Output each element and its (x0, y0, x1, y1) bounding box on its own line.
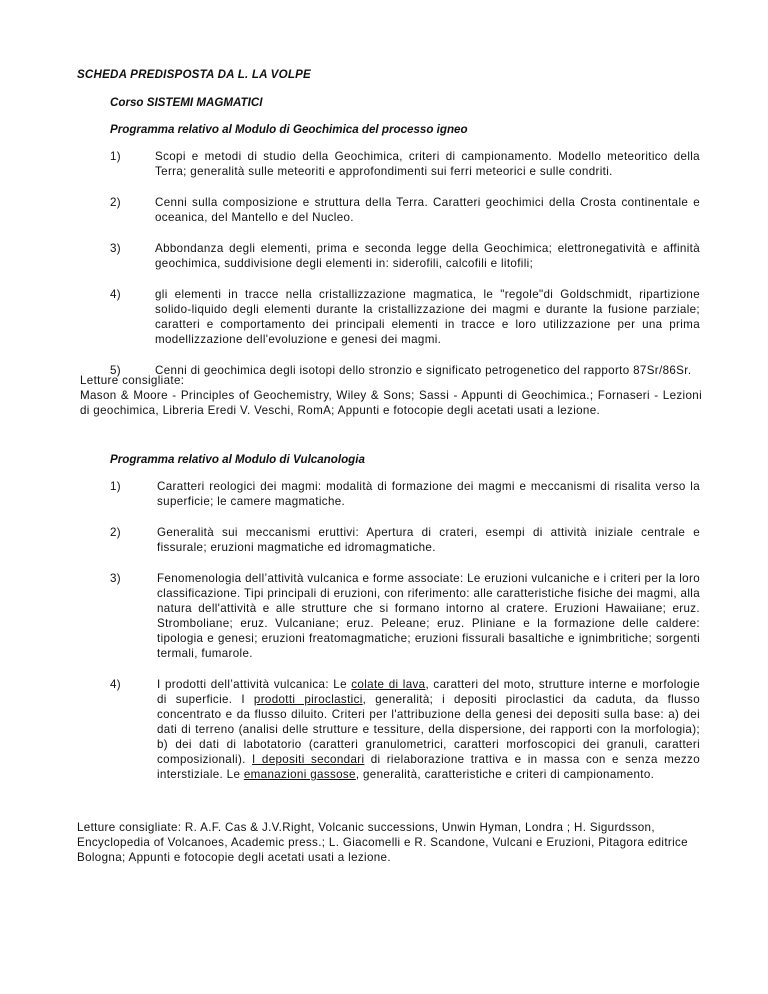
module1-topic-list (110, 149, 700, 394)
underlined-term: emanazioni gassose (243, 768, 356, 781)
document-header: SCHEDA PREDISPOSTA DA L. LA VOLPE (77, 68, 311, 81)
module1-readings (80, 373, 702, 418)
item-number: 4) (110, 678, 122, 691)
list-item (110, 195, 700, 225)
list-item (110, 149, 700, 179)
module2-readings: Letture consigliate: R. A.F. Cas & J.V.Right, Volcanic successions, Unwin Hyman, Londra ; H. Sigurdsson, Encyclopedia of Volcanoes, Academic press.; L. Giacomelli e R. Scandone, Vulcani e Eruzioni, Pitagora editrice Bologna; Appunti e fotocopie degli acetati usati a lezione. (77, 821, 688, 864)
underlined-term: I depositi secondari (252, 753, 365, 766)
readings-text: Mason & Moore - Principles of Geochemistry, Wiley & Sons; Sassi - Appunti di Geochimica.; Fornaseri - Lezioni di geochimica, Libreria Eredi V. Veschi, RomA; Appunti e fotocopie degli acetati usati a lezione. (80, 389, 702, 417)
module2-topic-list (110, 479, 700, 798)
list-item (110, 241, 700, 271)
list-item (110, 525, 700, 555)
item-number: 5) (110, 364, 122, 377)
text-segment: , generalità, caratteristiche e criteri di campionamento. (355, 768, 655, 781)
item-number: 1) (110, 150, 122, 163)
item-number: 3) (110, 242, 122, 255)
item-number: 1) (110, 480, 122, 493)
item-text: gli elementi in tracce nella cristallizzazione magmatica, le "regole"di Goldschmidt, ripartizione solido-liquido degli elementi durante la cristallizzazione dei magmi e durante la fusione parziale; caratteri e comportamento dei principali elementi in tracce e loro utilizzazione per una prima modellizzazione dell'evoluzione e genesi dei magmi. (155, 288, 700, 346)
item-number: 3) (110, 572, 122, 585)
list-item (110, 479, 700, 509)
readings-label: Letture consigliate: (80, 374, 185, 387)
item-number: 2) (110, 196, 122, 209)
module1-title: Programma relativo al Modulo di Geochimica del processo igneo (110, 123, 468, 136)
item-text (157, 678, 700, 781)
text-segment: , caratteri del moto, strutture interne e morfologie di superficie. I (157, 678, 701, 706)
text-segment: , generalità; i depositi piroclastici da caduta, da flusso concentrato e da flusso diluito. Criteri per l'attribuzione della genesi dei depositi sulla base: a) dei dati di terreno (analisi delle strutture e tessiture, della dispersione, dei rapporti con la morfologia); b) dei dati di labotatorio (caratteri granulometrici, caratteri morfoscopici dei granuli, caratteri composizionali). (157, 693, 700, 766)
item-number: 4) (110, 288, 122, 301)
module2-title: Programma relativo al Modulo di Vulcanologia (110, 453, 365, 466)
item-text: Scopi e metodi di studio della Geochimica, criteri di campionamento. Modello meteoritico della Terra; generalità sulle meteoriti e approfondimenti sui ferri meteorici e sulle condriti. (155, 150, 700, 178)
course-title: Corso SISTEMI MAGMATICI (110, 96, 263, 109)
item-text: Cenni di geochimica degli isotopi dello stronzio e significato petrogenetico del rapporto 87Sr/86Sr. (155, 364, 692, 377)
item-text: Caratteri reologici dei magmi: modalità di formazione dei magmi e meccanismi di risalita verso la superficie; le camere magmatiche. (157, 480, 700, 508)
list-item (110, 571, 700, 661)
list-item (110, 677, 700, 782)
underlined-term: prodotti piroclastici (253, 693, 363, 706)
list-item (110, 287, 700, 347)
underlined-term: colate di lava (351, 678, 426, 691)
item-text: Cenni sulla composizione e struttura della Terra. Caratteri geochimici della Crosta continentale e oceanica, del Mantello e del Nucleo. (155, 196, 700, 224)
text-segment: di rielaborazione trattiva e in massa con e senza mezzo interstiziale. Le (157, 753, 700, 781)
item-text: Fenomenologia dell’attività vulcanica e forme associate: Le eruzioni vulcaniche e i criteri per la loro classificazione. Tipi principali di eruzioni, con riferimento: alle caratteristiche fisiche dei magmi, alla natura dell'attività e alle strutture che si formano intorno al cratere. Eruzioni Hawaiiane; eruz. Stromboliane; eruz. Vulcaniane; eruz. Peleane; eruz. Pliniane e la formazione delle caldere: tipologia e genesi; eruzioni freatomagmatiche; eruzioni fissurali basaltiche e ignimbritiche; sorgenti termali, fumarole. (157, 572, 700, 660)
item-text: Abbondanza degli elementi, prima e seconda legge della Geochimica; elettronegatività e affinità geochimica, suddivisione degli elementi in: siderofili, calcofili e litofili; (155, 242, 700, 270)
item-text: Generalità sui meccanismi eruttivi: Apertura di crateri, esempi di attività iniziale centrale e fissurale; eruzioni magmatiche ed idromagmatiche. (157, 526, 700, 554)
item-number: 2) (110, 526, 122, 539)
text-segment: I prodotti dell’attività vulcanica: Le (157, 678, 352, 691)
